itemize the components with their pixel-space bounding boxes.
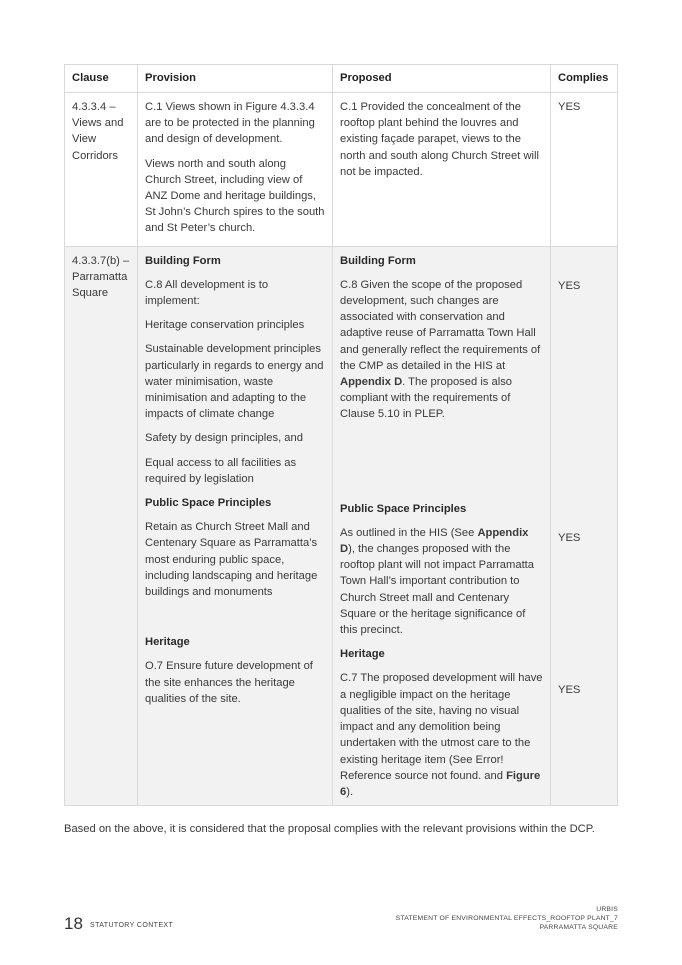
proposed-public-space-text: [340, 525, 543, 638]
row2-clause: 4.3.3.7(b) – Parramatta Square: [65, 246, 138, 805]
summary-paragraph: Based on the above, it is considered that the proposal complies with the relevant provisions within the DCP.: [64, 823, 595, 835]
provision-item: Sustainable development principles particularly in regards to energy and water minimisation, waste minimisation and adapting to the impacts of climate change: [145, 343, 324, 421]
footer-brand: URBIS: [596, 906, 618, 913]
row1-proposed: C.1 Provided the concealment of the rooftop plant behind the louvres and existing façade parapet, views to the north and south along Church Street will not be impacted.: [333, 93, 551, 247]
footer-doc-title: STATEMENT OF ENVIRONMENTAL EFFECTS_ROOFTOP PLANT_7: [395, 915, 618, 922]
header-complies: Complies: [551, 65, 618, 93]
row1-complies: YES: [551, 93, 618, 247]
section-label: STATUTORY CONTEXT: [90, 922, 174, 929]
row1-provision: [138, 93, 333, 247]
appendix-reference: Appendix D: [340, 526, 529, 556]
provision-heritage-text: O.7 Ensure future development of the site enhances the heritage qualities of the site.: [145, 660, 313, 705]
row1-provision-para: C.1 Views shown in Figure 4.3.3.4 are to be protected in the planning and design of development.: [145, 101, 315, 146]
provision-item: Safety by design principles, and: [145, 432, 303, 445]
footer-doc-subtitle: PARRAMATTA SQUARE: [539, 924, 618, 931]
row2-complies: [551, 246, 618, 805]
text-run: As outlined in the HIS (See: [340, 526, 478, 539]
header-clause: Clause: [65, 65, 138, 93]
header-proposed: Proposed: [333, 65, 551, 93]
complies-value: YES: [558, 279, 581, 292]
header-provision: Provision: [138, 65, 333, 93]
figure-reference: Figure 6: [340, 769, 541, 798]
provision-item: Equal access to all facilities as required by legislation: [145, 456, 297, 485]
compliance-table: [64, 64, 618, 806]
row2-provision: [138, 246, 333, 805]
text-run: ).: [346, 785, 354, 798]
text-run: C.8 Given the scope of the proposed development, such changes are associated with conservation and adaptive reuse of Parramatta Town Hall and generally reflect the requirements of the CMP as detailed in the HIS at: [340, 278, 541, 372]
provision-item: Heritage conservation principles: [145, 319, 305, 332]
appendix-reference: Appendix D: [340, 376, 403, 389]
complies-value: YES: [558, 531, 581, 544]
provision-building-form-heading: Building Form: [145, 254, 221, 267]
row1-provision-para: Views north and south along Church Street, including view of ANZ Dome and heritage buildings, St John’s Church spires to the south and St Peter’s church.: [145, 157, 325, 235]
complies-value: YES: [558, 684, 581, 697]
proposed-building-form-text: [340, 277, 543, 423]
table-row: [65, 246, 618, 805]
proposed-heritage-text: [340, 670, 543, 800]
footer-document-info: [396, 905, 618, 932]
provision-heritage-heading: Heritage: [145, 636, 190, 649]
proposed-public-space-heading: Public Space Principles: [340, 502, 467, 515]
text-run: C.7 The proposed development will have a negligible impact on the heritage qualities of the site, having no visual impact and any demolition being undertaken with the utmost care to the existing heritage item (See Error! Reference source not found. and: [340, 672, 543, 782]
text-run: ), the changes proposed with the rooftop plant will not impact Parramatta Town Hall’s important contribution to Church Street mall and Centenary Square or the heritage significance of this precinct.: [340, 543, 535, 637]
text-run: . The proposed is also compliant with the requirements of Clause 5.10 in PLEP.: [340, 376, 513, 421]
row1-clause: 4.3.3.4 – Views and View Corridors: [65, 93, 138, 247]
table-row: [65, 93, 618, 247]
page-number: 18: [64, 914, 83, 933]
table-header-row: [65, 65, 618, 93]
provision-public-space-text: Retain as Church Street Mall and Centenary Square as Parramatta’s most enduring public space, including landscaping and heritage buildings and monuments: [145, 521, 318, 599]
provision-public-space-heading: Public Space Principles: [145, 497, 272, 510]
proposed-heritage-heading: Heritage: [340, 648, 385, 661]
proposed-building-form-heading: Building Form: [340, 254, 416, 267]
row2-proposed: [333, 246, 551, 805]
provision-item: C.8 All development is to implement:: [145, 278, 269, 308]
